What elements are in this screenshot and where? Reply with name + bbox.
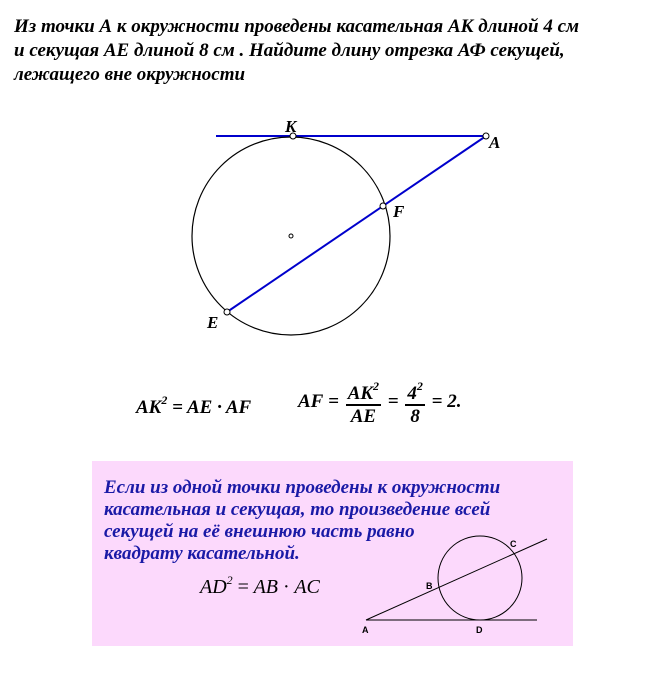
- theorem-formula-rhs1: AB: [253, 576, 279, 598]
- formula2-lhs: AF: [298, 391, 324, 412]
- problem-line-2: и секущая АЕ длиной 8 см . Найдите длину отрезка АФ секущей,: [14, 40, 565, 61]
- theorem-label-c: C: [510, 539, 517, 549]
- theorem-formula-dot: ·: [283, 576, 290, 598]
- theorem-secant-line: [366, 539, 547, 620]
- point-e: [224, 309, 230, 315]
- theorem-formula-rhs2: AC: [294, 576, 320, 598]
- formula-af-solution: [298, 376, 461, 428]
- problem-line-1: Из точки А к окружности проведены касательная АК длиной 4 см: [14, 16, 580, 37]
- formula2-eq3: =: [431, 391, 443, 412]
- frac2-num-base: 4: [407, 383, 417, 404]
- formula2-result: 2.: [447, 391, 462, 412]
- formula2-eq1: =: [328, 391, 339, 412]
- frac1-num-base: AK: [347, 383, 374, 404]
- theorem-line-4: квадрату касательной.: [104, 543, 300, 564]
- theorem-label-a: A: [362, 625, 369, 635]
- label-f: F: [393, 202, 405, 221]
- frac2-den: 8: [410, 406, 420, 427]
- fraction-4sq-over-8: [405, 376, 425, 428]
- label-k: K: [285, 117, 297, 136]
- theorem-figure: [92, 461, 573, 646]
- problem-line-3: лежащего вне окружности: [14, 64, 246, 85]
- circle-center: [289, 234, 293, 238]
- formula1-lhs-base: AK: [136, 397, 162, 418]
- frac2-num-exp: 2: [416, 379, 423, 393]
- theorem-line-1: Если из одной точки проведены к окружности: [104, 477, 501, 498]
- theorem-box: [92, 461, 573, 646]
- theorem-formula-eq: =: [237, 576, 249, 598]
- theorem-label-d: D: [476, 625, 483, 635]
- label-a: A: [489, 133, 501, 152]
- formula2-eq2: =: [387, 391, 399, 412]
- formula1-eq: =: [172, 397, 183, 418]
- formula1-rhs: AE · AF: [186, 397, 252, 418]
- theorem-label-b: B: [426, 581, 433, 591]
- theorem-line-3: секущей на её внешнюю часть равно: [104, 521, 415, 542]
- frac1-num-exp: 2: [373, 379, 380, 393]
- theorem-line-2: касательная и секущая, то произведение всей: [104, 499, 491, 520]
- label-e: E: [207, 313, 219, 332]
- theorem-formula-exp: 2: [226, 573, 233, 587]
- point-f: [380, 203, 386, 209]
- formula-tangent-secant: [136, 393, 251, 419]
- theorem-formula-lhs: AD: [200, 576, 227, 598]
- frac1-den: AE: [350, 406, 377, 427]
- formula1-lhs-exp: 2: [161, 393, 168, 407]
- fraction-ak2-over-ae: [346, 376, 381, 428]
